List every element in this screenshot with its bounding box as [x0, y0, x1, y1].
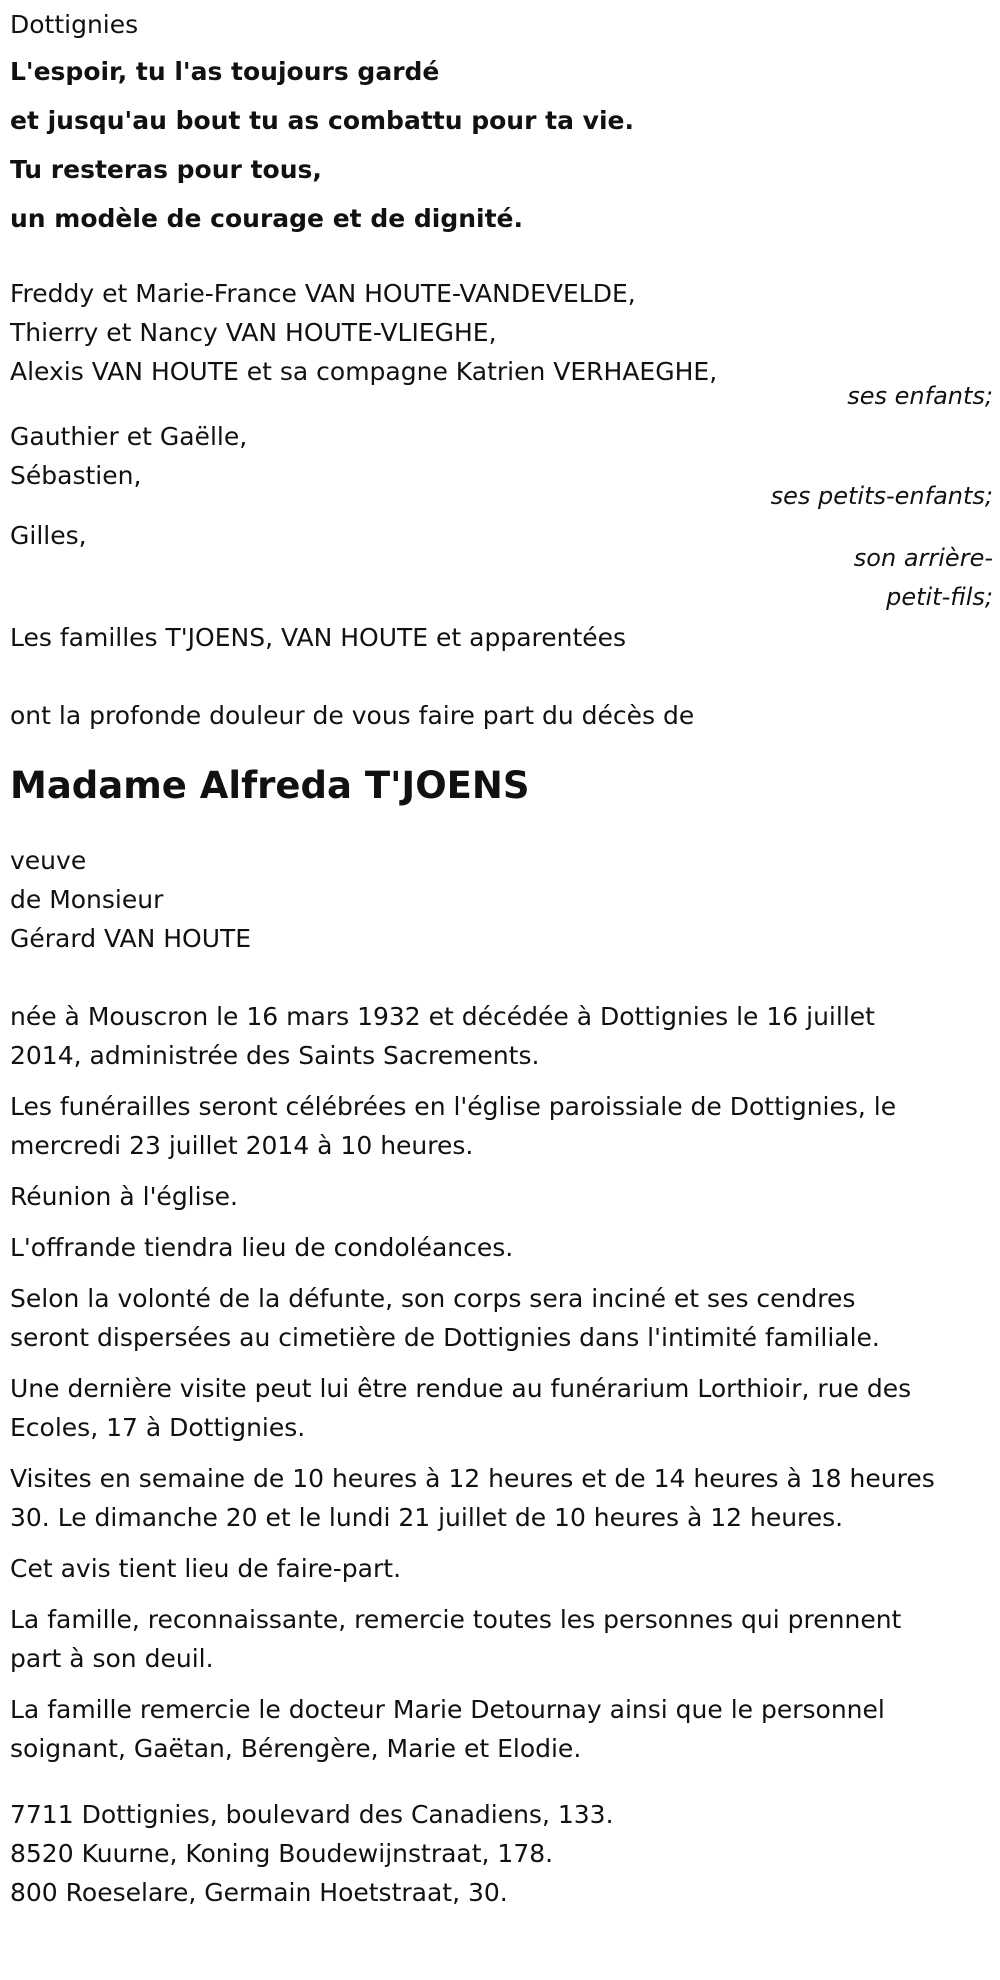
detail-paragraph — [10, 1600, 995, 1678]
detail-paragraph — [10, 1177, 995, 1216]
address-line: 800 Roeselare, Germain Hoetstraat, 30. — [10, 1878, 508, 1907]
grandchild-name: Gauthier et Gaëlle, — [10, 422, 248, 451]
poem-line: Tu resteras pour tous, — [10, 155, 322, 184]
families-line: Les familles T'JOENS, VAN HOUTE et apparentées — [10, 623, 627, 652]
paragraph-line: Réunion à l'église. — [10, 1182, 238, 1211]
paragraph-line: Cet avis tient lieu de faire-part. — [10, 1554, 402, 1583]
poem — [10, 47, 995, 243]
children-block — [10, 274, 995, 416]
poem-line: un modèle de courage et de dignité. — [10, 204, 524, 233]
child-name: Thierry et Nancy VAN HOUTE-VLIEGHE, — [10, 318, 497, 347]
paragraph-line: seront dispersées au cimetière de Dottignies dans l'intimité familiale. — [10, 1323, 880, 1352]
detail-paragraph — [10, 1228, 995, 1267]
detail-paragraph — [10, 997, 995, 1075]
paragraph-line: Visites en semaine de 10 heures à 12 heures et de 14 heures à 18 heures — [10, 1464, 935, 1493]
header-town: Dottignies — [10, 10, 139, 39]
detail-paragraph — [10, 1369, 995, 1447]
child-name: Freddy et Marie-France VAN HOUTE-VANDEVELDE, — [10, 279, 636, 308]
poem-line: L'espoir, tu l'as toujours gardé — [10, 57, 440, 86]
paragraph-line: Ecoles, 17 à Dottignies. — [10, 1413, 306, 1442]
detail-paragraph — [10, 1459, 995, 1537]
great-grandchild-name: Gilles, — [10, 521, 87, 550]
status-line: Gérard VAN HOUTE — [10, 924, 252, 953]
details-section — [10, 997, 995, 1768]
children-relation: ses enfants; — [847, 382, 993, 410]
detail-paragraph — [10, 1279, 995, 1357]
paragraph-line: La famille, reconnaissante, remercie toutes les personnes qui prennent — [10, 1605, 902, 1634]
great-grandchild-block — [10, 516, 995, 617]
paragraph-line: La famille remercie le docteur Marie Detournay ainsi que le personnel — [10, 1695, 885, 1724]
poem-line: et jusqu'au bout tu as combattu pour ta vie. — [10, 106, 634, 135]
paragraph-line: Une dernière visite peut lui être rendue au funérarium Lorthioir, rue des — [10, 1374, 912, 1403]
deceased-name: Madame Alfreda T'JOENS — [10, 764, 530, 807]
obituary-notice — [10, 0, 995, 1912]
paragraph-line: Selon la volonté de la défunte, son corps sera inciné et ses cendres — [10, 1284, 856, 1313]
status-line: de Monsieur — [10, 885, 164, 914]
deceased-status — [10, 841, 995, 958]
paragraph-line: née à Mouscron le 16 mars 1932 et décédée à Dottignies le 16 juillet — [10, 1002, 875, 1031]
detail-paragraph — [10, 1690, 995, 1768]
paragraph-line: mercredi 23 juillet 2014 à 10 heures. — [10, 1131, 474, 1160]
paragraph-line: L'offrande tiendra lieu de condoléances. — [10, 1233, 514, 1262]
status-line: veuve — [10, 846, 87, 875]
addresses — [10, 1795, 995, 1912]
paragraph-line: 30. Le dimanche 20 et le lundi 21 juillet de 10 heures à 12 heures. — [10, 1503, 844, 1532]
paragraph-line: soignant, Gaëtan, Bérengère, Marie et Elodie. — [10, 1734, 582, 1763]
address-line: 8520 Kuurne, Koning Boudewijnstraat, 178. — [10, 1839, 554, 1868]
paragraph-line: part à son deuil. — [10, 1644, 214, 1673]
grandchildren-block — [10, 417, 995, 516]
paragraph-line: 2014, administrée des Saints Sacrements. — [10, 1041, 540, 1070]
detail-paragraph — [10, 1549, 995, 1588]
detail-paragraph — [10, 1087, 995, 1165]
great-grandchild-relation-1: son arrière- — [853, 544, 993, 572]
grandchild-name: Sébastien, — [10, 461, 142, 490]
announcement-line: ont la profonde douleur de vous faire part du décès de — [10, 701, 695, 730]
grandchildren-relation: ses petits-enfants; — [770, 482, 993, 510]
child-name: Alexis VAN HOUTE et sa compagne Katrien VERHAEGHE, — [10, 357, 718, 386]
address-line: 7711 Dottignies, boulevard des Canadiens, 133. — [10, 1800, 614, 1829]
paragraph-line: Les funérailles seront célébrées en l'église paroissiale de Dottignies, le — [10, 1092, 897, 1121]
great-grandchild-relation-2: petit-fils; — [886, 583, 993, 611]
